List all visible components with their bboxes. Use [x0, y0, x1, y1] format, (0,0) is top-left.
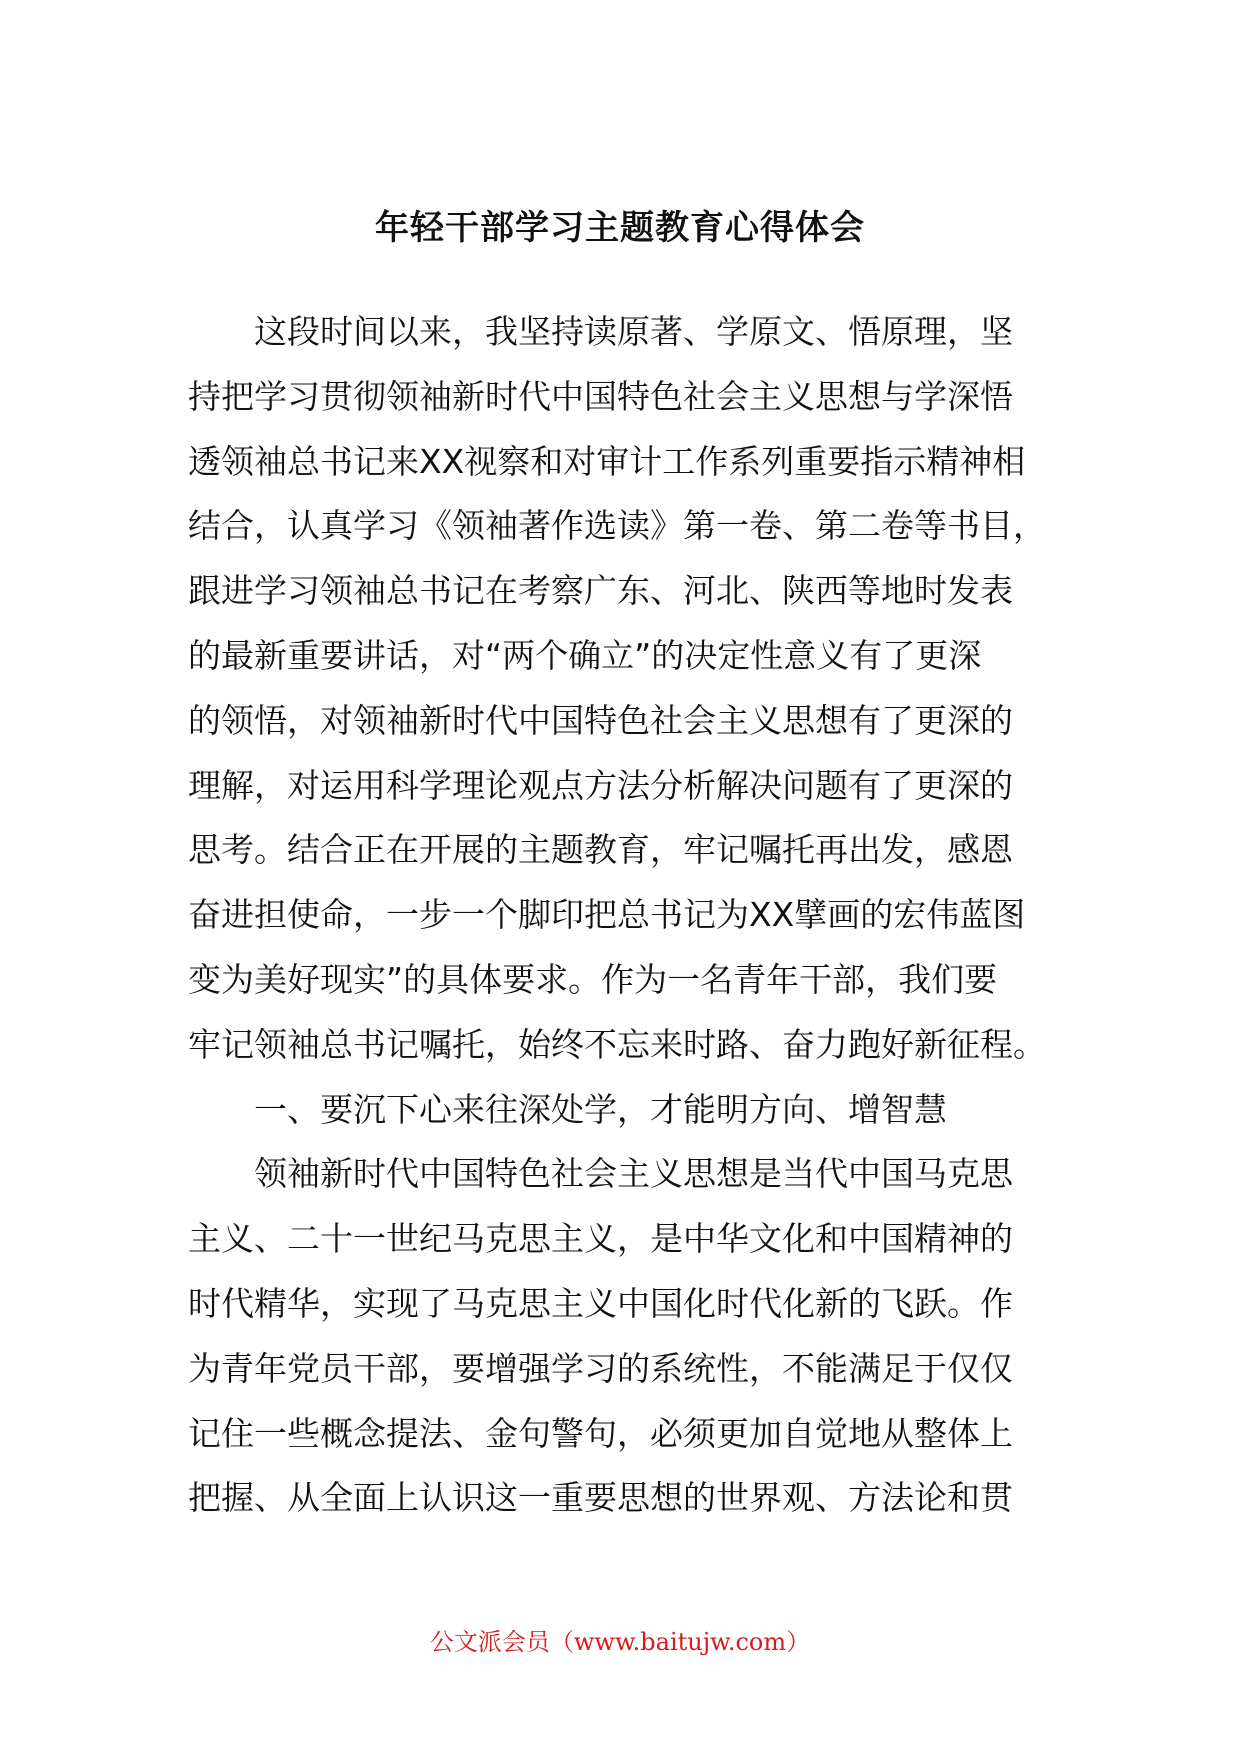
page-title: 年轻干部学习主题教育心得体会 [375, 208, 865, 248]
body-line: 透领袖总书记来XX视察和对审计工作系列重要指示精神相 [188, 441, 1026, 481]
body-line: 时代精华，实现了马克思主义中国化时代化新的飞跃。作 [188, 1283, 1013, 1323]
body-line: 理解，对运用科学理论观点方法分析解决问题有了更深的 [188, 765, 1013, 805]
body-line: 奋进担使命，一步一个脚印把总书记为XX擘画的宏伟蓝图 [188, 895, 1026, 935]
body-line: 思考。结合正在开展的主题教育，牢记嘱托再出发，感恩 [188, 830, 1013, 870]
body-line: 结合，认真学习《领袖著作选读》第一卷、第二卷等书目， [188, 506, 1046, 546]
body-line: 的最新重要讲话，对“两个确立”的决定性意义有了更深 [188, 635, 982, 675]
body-line: 的领悟，对领袖新时代中国特色社会主义思想有了更深的 [188, 700, 1013, 740]
body-line: 跟进学习领袖总书记在考察广东、河北、陕西等地时发表 [188, 571, 1013, 611]
body-line: 持把学习贯彻领袖新时代中国特色社会主义思想与学深悟 [188, 376, 1013, 416]
body-line: 这段时间以来，我坚持读原著、学原文、悟原理，坚 [188, 312, 1013, 351]
document-body [188, 300, 1058, 1531]
body-line: 牢记领袖总书记嘱托，始终不忘来时路、奋力跑好新征程。 [188, 1024, 1046, 1064]
section-heading: 一、要沉下心来往深处学，才能明方向、增智慧 [188, 1089, 947, 1129]
body-line: 变为美好现实”的具体要求。作为一名青年干部，我们要 [188, 959, 998, 999]
body-line: 记住一些概念提法、金句警句，必须更加自觉地从整体上 [188, 1413, 1013, 1453]
footer-watermark-text: 公文派会员（www.baitujw.com） [429, 1628, 811, 1656]
body-line: 为青年党员干部，要增强学习的系统性，不能满足于仅仅 [188, 1348, 1013, 1388]
body-line: 把握、从全面上认识这一重要思想的世界观、方法论和贯 [188, 1478, 1013, 1518]
body-line: 主义、二十一世纪马克思主义，是中华文化和中国精神的 [188, 1219, 1013, 1259]
body-line: 领袖新时代中国特色社会主义思想是当代中国马克思 [188, 1154, 1013, 1194]
